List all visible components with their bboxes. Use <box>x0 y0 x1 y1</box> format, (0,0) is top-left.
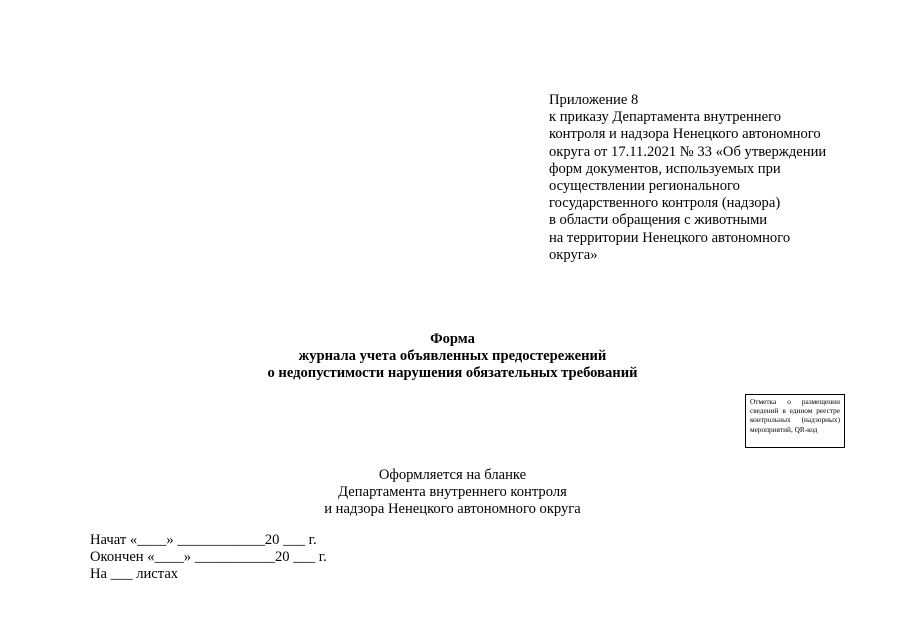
sheets-count-line: На ___ листах <box>90 566 179 582</box>
appendix-line: осуществлении регионального <box>549 178 740 195</box>
appendix-reference <box>549 92 849 264</box>
appendix-line: округа» <box>549 246 598 263</box>
form-title-line: Форма <box>430 331 475 347</box>
form-title-line: о недопустимости нарушения обязательных требований <box>267 365 638 382</box>
appendix-line: Приложение 8 <box>549 92 639 108</box>
appendix-line: в области обращения с животными <box>549 212 768 229</box>
letterhead-note-line: и надзора Ненецкого автономного округа <box>324 501 581 518</box>
letterhead-note-line: Оформляется на бланке <box>378 467 527 483</box>
letterhead-note-line: Департамента внутреннего контроля <box>338 484 567 501</box>
appendix-line: к приказу Департамента внутреннего <box>549 109 781 126</box>
appendix-line: форм документов, используемых при <box>549 160 781 177</box>
journal-dates <box>90 532 327 583</box>
appendix-line: на территории Ненецкого автономного <box>549 229 791 246</box>
form-title-line: журнала учета объявленных предостережений <box>298 348 607 365</box>
started-date-line: Начат «____» ____________20 ___ г. <box>90 532 317 548</box>
form-title <box>200 331 705 383</box>
qr-box-text: Отметка о размещении сведений в едином реестре контрольных (надзорных) мероприятий, QR-код <box>750 397 840 434</box>
appendix-line: контроля и надзора Ненецкого автономного <box>549 126 821 143</box>
appendix-line: государственного контроля (надзора) <box>549 195 781 212</box>
appendix-line: округа от 17.11.2021 № 33 «Об утверждении <box>549 143 827 160</box>
letterhead-note <box>250 467 655 519</box>
ended-date-line: Окончен «____» ___________20 ___ г. <box>90 549 327 565</box>
qr-code-placeholder-box <box>745 394 845 448</box>
